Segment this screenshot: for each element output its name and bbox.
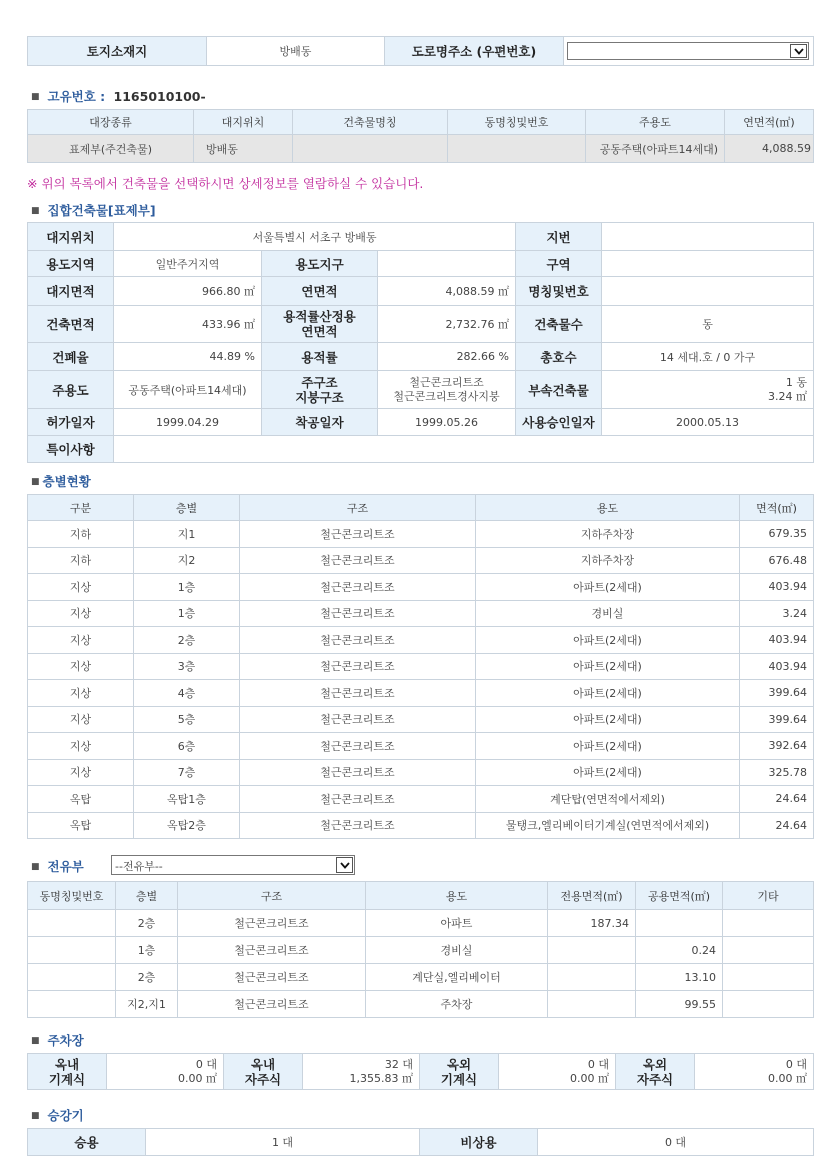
- floor-structure-cell: 철근콘크리트조: [240, 600, 476, 627]
- floor-area-cell: 3.24: [740, 600, 814, 627]
- parking-value: 0 대 0.00 ㎡: [695, 1054, 814, 1090]
- floor-level-cell: 지2: [134, 547, 240, 574]
- unit-use-cell: 경비실: [366, 937, 548, 964]
- floor-type-cell: 옥탑: [28, 812, 134, 839]
- floor-row: [28, 680, 814, 707]
- floor-use-cell: 아파트(2세대): [476, 733, 740, 760]
- floor-type-cell: 옥탑: [28, 786, 134, 813]
- floor-structure-cell: 철근콘크리트조: [240, 521, 476, 548]
- annex-building-value: 1 동 3.24 ㎡: [602, 371, 814, 409]
- floor-level-cell: 3층: [134, 653, 240, 680]
- floor-structure-cell: 철근콘크리트조: [240, 812, 476, 839]
- floor-area-ratio-label: 용적률: [262, 343, 378, 371]
- unit-dong-cell: [28, 991, 116, 1018]
- site-location-label: 대지위치: [28, 223, 114, 251]
- floor-use-cell: 물탱크,엘리베이터기계실(연면적에서제외): [476, 812, 740, 839]
- floor-area-cell: 325.78: [740, 759, 814, 786]
- floor-area-cell: 403.94: [740, 653, 814, 680]
- parking-type-label: 옥외 자주식: [616, 1054, 695, 1090]
- floor-type-cell: 지상: [28, 627, 134, 654]
- floor-use-cell: 경비실: [476, 600, 740, 627]
- floor-structure-cell: 철근콘크리트조: [240, 706, 476, 733]
- floor-structure-cell: 철근콘크리트조: [240, 547, 476, 574]
- floor-level-cell: 지1: [134, 521, 240, 548]
- parking-value: 0 대 0.00 ㎡: [499, 1054, 616, 1090]
- district-value: [378, 251, 516, 277]
- floor-row: [28, 547, 814, 574]
- unit-use-cell: 주차장: [366, 991, 548, 1018]
- unit-use-cell: 계단실,엘리베이터: [366, 964, 548, 991]
- floor-use-cell: 아파트(2세대): [476, 680, 740, 707]
- elevator-heading: ■ 승강기: [31, 1108, 84, 1123]
- register-list-table: [27, 109, 814, 163]
- floor-structure-cell: 철근콘크리트조: [240, 680, 476, 707]
- floors-title: 층별현황: [42, 474, 91, 489]
- land-location-label: 토지소재지: [28, 37, 207, 66]
- floor-level-cell: 2층: [134, 627, 240, 654]
- floors-col-area: 면적(㎡): [740, 495, 814, 521]
- floor-use-cell: 계단탑(연면적에서제외): [476, 786, 740, 813]
- parking-type-label: 옥내 자주식: [224, 1054, 303, 1090]
- unit-common-area-cell: 13.10: [636, 964, 723, 991]
- chevron-down-icon[interactable]: [336, 857, 353, 873]
- floor-type-cell: 지하: [28, 521, 134, 548]
- summary-table: [27, 222, 814, 463]
- floor-row: [28, 759, 814, 786]
- summary-title: 집합건축물[표제부]: [47, 203, 156, 218]
- floor-row: [28, 521, 814, 548]
- unit-floor-cell: 1층: [116, 937, 178, 964]
- dong-name-cell: [448, 135, 586, 163]
- floor-row: [28, 574, 814, 601]
- remarks-value: [114, 436, 814, 463]
- notice-text: ※ 위의 목록에서 건축물을 선택하시면 상세정보를 열람하실 수 있습니다.: [27, 176, 424, 191]
- exclusive-col-dong: 동명칭및번호: [28, 882, 116, 910]
- parking-table: [27, 1053, 814, 1090]
- unit-common-area-cell: [636, 910, 723, 937]
- parking-heading: ■ 주차장: [31, 1033, 84, 1048]
- floor-row: [28, 706, 814, 733]
- floor-use-cell: 지하주차장: [476, 547, 740, 574]
- floor-type-cell: 지상: [28, 706, 134, 733]
- main-use-cell: 공동주택(아파트14세대): [586, 135, 725, 163]
- unit-exclusive-area-cell: [548, 937, 636, 964]
- floor-type-cell: 지하: [28, 547, 134, 574]
- floor-use-cell: 아파트(2세대): [476, 653, 740, 680]
- approval-date-label: 사용승인일자: [516, 409, 602, 436]
- floor-structure-cell: 철근콘크리트조: [240, 786, 476, 813]
- chevron-down-icon[interactable]: [790, 44, 807, 58]
- floor-level-cell: 옥탑1층: [134, 786, 240, 813]
- annex-building-label: 부속건축물: [516, 371, 602, 409]
- emergency-elevator-label: 비상용: [420, 1129, 538, 1156]
- gross-area-value: 4,088.59 ㎡: [378, 277, 516, 306]
- floor-type-cell: 지상: [28, 680, 134, 707]
- unit-etc-cell: [723, 910, 814, 937]
- passenger-elevator-value: 1 대: [146, 1129, 420, 1156]
- area-label: 구역: [516, 251, 602, 277]
- summary-heading: ■ 집합건축물[표제부]: [31, 203, 156, 218]
- name-value: [602, 277, 814, 306]
- building-area-value: 433.96 ㎡: [114, 306, 262, 343]
- exclusive-table: [27, 881, 814, 1018]
- site-location-cell: 방배동: [194, 135, 293, 163]
- floor-row: [28, 812, 814, 839]
- unit-etc-cell: [723, 964, 814, 991]
- exclusive-row: [28, 964, 814, 991]
- register-row[interactable]: [28, 135, 814, 163]
- floor-area-cell: 399.64: [740, 706, 814, 733]
- site-area-label: 대지면적: [28, 277, 114, 306]
- unit-etc-cell: [723, 937, 814, 964]
- unit-use-cell: 아파트: [366, 910, 548, 937]
- exclusive-col-floor: 층별: [116, 882, 178, 910]
- floors-table: [27, 494, 814, 839]
- building-name-cell: [293, 135, 448, 163]
- exclusive-heading: ■ 전유부: [31, 859, 84, 874]
- elevator-table: [27, 1128, 814, 1156]
- exclusive-col-use: 용도: [366, 882, 548, 910]
- exclusive-col-structure: 구조: [178, 882, 366, 910]
- unit-exclusive-area-cell: [548, 991, 636, 1018]
- building-count-value: 동: [602, 306, 814, 343]
- exclusive-title: 전유부: [47, 859, 84, 874]
- col-building-name: 건축물명칭: [293, 110, 448, 135]
- emergency-elevator-value: 0 대: [538, 1129, 814, 1156]
- unique-number-heading: ■ 고유번호 : 1165010100-: [31, 89, 206, 104]
- elevator-title: 승강기: [47, 1108, 84, 1123]
- exclusive-col-exclusive-area: 전용면적(㎡): [548, 882, 636, 910]
- unit-dong-cell: [28, 964, 116, 991]
- floor-row: [28, 786, 814, 813]
- unit-dong-cell: [28, 937, 116, 964]
- floor-row: [28, 653, 814, 680]
- main-use-label: 주용도: [28, 371, 114, 409]
- floors-heading: ■ 층별현황: [31, 474, 91, 489]
- parking-value: 0 대 0.00 ㎡: [107, 1054, 224, 1090]
- floor-structure-cell: 철근콘크리트조: [240, 627, 476, 654]
- floor-structure-cell: 철근콘크리트조: [240, 759, 476, 786]
- floor-row: [28, 627, 814, 654]
- unit-structure-cell: 철근콘크리트조: [178, 937, 366, 964]
- floor-type-cell: 지상: [28, 600, 134, 627]
- unit-structure-cell: 철근콘크리트조: [178, 910, 366, 937]
- floor-row: [28, 733, 814, 760]
- floor-type-cell: 지상: [28, 733, 134, 760]
- floor-area-cell: 392.64: [740, 733, 814, 760]
- exclusive-select[interactable]: [111, 855, 355, 875]
- main-use-value: 공동주택(아파트14세대): [114, 371, 262, 409]
- floors-col-use: 용도: [476, 495, 740, 521]
- register-type-cell: 표제부(주건축물): [28, 135, 194, 163]
- parking-value: 32 대 1,355.83 ㎡: [303, 1054, 420, 1090]
- exclusive-select-value: --전유부--: [115, 860, 163, 873]
- exclusive-row: [28, 991, 814, 1018]
- district-label: 용도지구: [262, 251, 378, 277]
- road-address-select[interactable]: [567, 42, 809, 60]
- floor-level-cell: 5층: [134, 706, 240, 733]
- coverage-ratio-label: 건폐율: [28, 343, 114, 371]
- floor-area-cell: 399.64: [740, 680, 814, 707]
- floor-use-cell: 아파트(2세대): [476, 706, 740, 733]
- floor-level-cell: 7층: [134, 759, 240, 786]
- floor-use-cell: 아파트(2세대): [476, 759, 740, 786]
- zone-label: 용도지역: [28, 251, 114, 277]
- parking-title: 주차장: [47, 1033, 84, 1048]
- col-site-location: 대지위치: [194, 110, 293, 135]
- exclusive-row: [28, 937, 814, 964]
- unit-floor-cell: 2층: [116, 910, 178, 937]
- unit-floor-cell: 지2,지1: [116, 991, 178, 1018]
- floor-structure-cell: 철근콘크리트조: [240, 574, 476, 601]
- floor-area-cell: 24.64: [740, 786, 814, 813]
- exclusive-col-common-area: 공용면적(㎡): [636, 882, 723, 910]
- col-main-use: 주용도: [586, 110, 725, 135]
- floor-level-cell: 4층: [134, 680, 240, 707]
- unique-number-value: 1165010100-: [113, 89, 206, 104]
- remarks-label: 특이사항: [28, 436, 114, 463]
- floor-area-cell: 676.48: [740, 547, 814, 574]
- unit-floor-cell: 2층: [116, 964, 178, 991]
- floor-use-cell: 아파트(2세대): [476, 574, 740, 601]
- gross-area-cell: 4,088.59: [725, 135, 814, 163]
- floor-area-ratio-value: 282.66 %: [378, 343, 516, 371]
- floor-type-cell: 지상: [28, 759, 134, 786]
- floor-structure-cell: 철근콘크리트조: [240, 733, 476, 760]
- floor-type-cell: 지상: [28, 574, 134, 601]
- exclusive-col-etc: 기타: [723, 882, 814, 910]
- exclusive-row: [28, 910, 814, 937]
- unit-common-area-cell: 99.55: [636, 991, 723, 1018]
- lot-number-value: [602, 223, 814, 251]
- unit-exclusive-area-cell: [548, 964, 636, 991]
- floor-level-cell: 6층: [134, 733, 240, 760]
- coverage-ratio-value: 44.89 %: [114, 343, 262, 371]
- floor-level-cell: 1층: [134, 600, 240, 627]
- gross-area-label: 연면적: [262, 277, 378, 306]
- structure-label: 주구조 지붕구조: [262, 371, 378, 409]
- approval-date-value: 2000.05.13: [602, 409, 814, 436]
- floor-area-cell: 403.94: [740, 574, 814, 601]
- floor-use-cell: 아파트(2세대): [476, 627, 740, 654]
- parking-type-label: 옥외 기계식: [420, 1054, 499, 1090]
- parking-type-label: 옥내 기계식: [28, 1054, 107, 1090]
- floor-structure-cell: 철근콘크리트조: [240, 653, 476, 680]
- floor-area-cell: 24.64: [740, 812, 814, 839]
- far-area-value: 2,732.76 ㎡: [378, 306, 516, 343]
- col-register-type: 대장종류: [28, 110, 194, 135]
- site-area-value: 966.80 ㎡: [114, 277, 262, 306]
- unique-number-label: 고유번호 :: [47, 89, 106, 104]
- unit-structure-cell: 철근콘크리트조: [178, 964, 366, 991]
- unit-common-area-cell: 0.24: [636, 937, 723, 964]
- col-dong-name: 동명칭및번호: [448, 110, 586, 135]
- floor-area-cell: 403.94: [740, 627, 814, 654]
- zone-value: 일반주거지역: [114, 251, 262, 277]
- floor-type-cell: 지상: [28, 653, 134, 680]
- total-units-value: 14 세대.호 / 0 가구: [602, 343, 814, 371]
- floors-col-type: 구분: [28, 495, 134, 521]
- site-location-value: 서울특별시 서초구 방배동: [114, 223, 516, 251]
- structure-value: 철근콘크리트조 철근콘크리트경사지붕: [378, 371, 516, 409]
- permit-date-label: 허가일자: [28, 409, 114, 436]
- area-value: [602, 251, 814, 277]
- total-units-label: 총호수: [516, 343, 602, 371]
- unit-dong-cell: [28, 910, 116, 937]
- land-location-value: 방배동: [207, 37, 385, 66]
- unit-structure-cell: 철근콘크리트조: [178, 991, 366, 1018]
- floors-col-floor: 층별: [134, 495, 240, 521]
- unit-exclusive-area-cell: 187.34: [548, 910, 636, 937]
- floor-area-cell: 679.35: [740, 521, 814, 548]
- road-address-label: 도로명주소 (우편번호): [385, 37, 564, 66]
- start-date-label: 착공일자: [262, 409, 378, 436]
- address-bar: [27, 36, 814, 66]
- floor-level-cell: 옥탑2층: [134, 812, 240, 839]
- floor-level-cell: 1층: [134, 574, 240, 601]
- floor-use-cell: 지하주차장: [476, 521, 740, 548]
- building-area-label: 건축면적: [28, 306, 114, 343]
- unit-etc-cell: [723, 991, 814, 1018]
- building-count-label: 건축물수: [516, 306, 602, 343]
- lot-number-label: 지번: [516, 223, 602, 251]
- floors-col-structure: 구조: [240, 495, 476, 521]
- start-date-value: 1999.05.26: [378, 409, 516, 436]
- permit-date-value: 1999.04.29: [114, 409, 262, 436]
- name-label: 명칭및번호: [516, 277, 602, 306]
- passenger-elevator-label: 승용: [28, 1129, 146, 1156]
- col-gross-area: 연면적(㎡): [725, 110, 814, 135]
- floor-row: [28, 600, 814, 627]
- far-area-label: 용적률산정용 연면적: [262, 306, 378, 343]
